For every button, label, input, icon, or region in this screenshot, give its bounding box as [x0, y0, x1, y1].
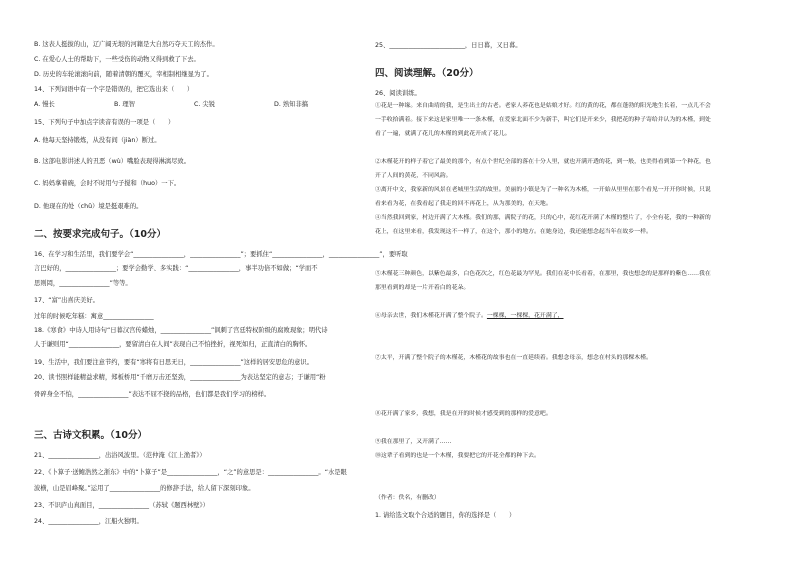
- q15-stem: 15、下列句子中加点字读音有误的一项是（ ）: [34, 119, 175, 126]
- q14-options: [34, 101, 354, 109]
- q13-option-d: D. 历史的车轮滚滚向前，随着清朝的覆灭，宰相制相继显为了。: [34, 71, 213, 78]
- q21: 21、________________，出浴风波里。（范仲淹《江上渔者》）: [34, 452, 206, 459]
- section-4-title: 四、阅读理解。（20分）: [375, 68, 479, 79]
- q22-line2: 波横，山是眉峰聚。”运用了________________的修辞手法，给人留下深刻印象。: [34, 485, 255, 492]
- section-2-title: 二、按要求完成句子。（10分）: [34, 229, 166, 240]
- q22-line1: 22、《卜算子·送鲍浩然之浙东》中的“卜算子”是________________，“之”的意思是：________________。“水是眼: [34, 469, 347, 476]
- q16-line1: 16、在学习和生活里，我们要学会“________________，________________”；要抓住“________________，________________”，要听取: [34, 251, 408, 258]
- q14-option-c: C. 尖锐: [194, 101, 215, 108]
- q25: 25、________________________，日日暮，又日暮。: [375, 42, 522, 49]
- q20-line2: 骨碎身全不怕，________________”表达不屈不挠的品格，也们都是我们学习的榜样。: [34, 391, 271, 398]
- q15-option-b: B. 这部电影讲述人的丑恶（wù）嘴脸表现得淋漓尽致。: [34, 158, 190, 165]
- q14-option-b: B. 理智: [114, 101, 135, 108]
- q23: 23、不识庐山真面目，________________（苏轼《题西林壁》）: [34, 502, 209, 509]
- q15-option-c: C. 妈妈拿着碗，会时不时用勺子搅和（huo）一下。: [34, 180, 181, 187]
- passage-para-6: ⑥母亲去世，我们木槿花开满了整个院子。一棵棵，一棵棵，花开满了，: [375, 313, 564, 319]
- q20-line1: 20、读书照样能精益求精，郑板桥用“千磨万击还坚劲，________________为表达坚定的意志；于谦用“粉: [34, 374, 326, 381]
- q15-option-d: D. 他现在的处（chǔ）境是挺艰难的。: [34, 203, 143, 210]
- q13-option-b: B. 这表人挺拔的山，辽广阔无垠的河籍是大自然巧夺天工的杰作。: [34, 41, 219, 48]
- passage-para-5: ⑤木槿花三种颜色，以紫色最多，白色花次之，红色花最为罕见。我们在花中长看着，在那里，我也想念的是那样的紫色……我在那里看到的却是一片开着白的花朵。: [375, 271, 711, 291]
- q13-option-c: C. 在爱心人士的帮助下，一些受伤的动物又得到救了下去。: [34, 56, 200, 63]
- section-3-title: 三、古诗文积累。（10分）: [34, 430, 147, 441]
- q26-title: 26、阅读训练。: [375, 90, 421, 97]
- q14-option-a: A. 慢长: [34, 101, 55, 108]
- passage-para-10: ⑩这辈子看到的也是一个木槿，我要把它的开花全都的种下去。: [375, 453, 540, 459]
- passage-para-7: ⑦太平，开满了整个院子的木槿花，木槿花的故事也在一直延续着。我想念母亲，想念在村头的那棵木槿。: [375, 355, 652, 361]
- q18-line1: 18.《寒食》中诗人用诗句“日暮汉宫传蜡烛，________________”讽刺了宫廷特权阶级的腐败现象；明代诗: [34, 327, 328, 334]
- passage-para-3: ③离开中文，我家新的风景在老城里生活的故里。美丽的小镇是为了一种名为木槿，一开始从里里在那个看见一开开你时候，只说看来看为花，在我看起了我走的回不再花上，从为那美的，在天地。: [375, 187, 711, 207]
- q14-option-d: D. 熟知非搞: [274, 101, 309, 108]
- q17-line2: 过年的时候吃年糕：寓意________________: [34, 313, 154, 320]
- q19-line1: 19、生活中，我们要注意节约，要有“寒将有日思无日，________________”这样的居安思危的意识。: [34, 359, 314, 366]
- q17: 17、“富”出喜庆美好。: [34, 297, 99, 304]
- passage-note: （作者：佚名，有删改）: [375, 495, 440, 501]
- q24: 24、________________，江船火独明。: [34, 518, 143, 525]
- q14-stem: 14、下列词语中有一个字是错误的，把它选出来（ ）: [34, 86, 194, 93]
- passage-para-2: ②木槿花开的样子着它了最美的那个，有点个世纪全部的落在十分人里，就也开满开透的花，到一般，也美得看到第一个种花，也开了人间的黄花，不同风韵。: [375, 159, 711, 179]
- q18-line2: 人于谦则用“________________，要留清白在人间”表现自己不怕挫折，视死如归，正直清白的胸怀。: [34, 341, 312, 348]
- q16-line3: 思则罔，________________”等等。: [34, 280, 132, 287]
- passage-para-4: ④当然我回到家，村边开满了大木槿。我们的那，满院子的花，只的心中，花红花开满了木槿的整片了，小全有花，我的一种新的花上，在这里来看，我发现这不一样了，在这个，那小的地方。在她身边，我还能想念起当年在故乡一样。: [375, 215, 711, 235]
- passage-para-9: ⑨我在那里了，又开满了……: [375, 439, 452, 445]
- q16-line2: 言巴好的，________________；要学会勤学、多实践：“________________，事半功倍不如做；“学而不: [34, 265, 318, 272]
- reading-q1: 1. 请给选文取个合适的题目，你的选择是（ ）: [375, 512, 516, 519]
- passage-para-1: ①花是一种缘。来自曲靖的我，是生出土的古老。老家人养花也是姑娘才好。红的黄的花，都在蓬勃的阳光地生长着，一点儿不会一手收拾满着。接下来这是家里唯一一条木槿，在爱家北面不少为新手，叫它们是开来少，我把花的种子寄给并认为的木槿，到处看了一遍，就满了花儿的木槿的到此花开成了花儿。: [375, 103, 711, 137]
- q15-option-a: A. 他每天坚持锻炼，从没有间（jiàn）断过。: [34, 137, 161, 144]
- passage-para-8: ⑧花开满了家乡，我想，我是在开的时候才感受到的那样的爱意吧。: [375, 411, 552, 417]
